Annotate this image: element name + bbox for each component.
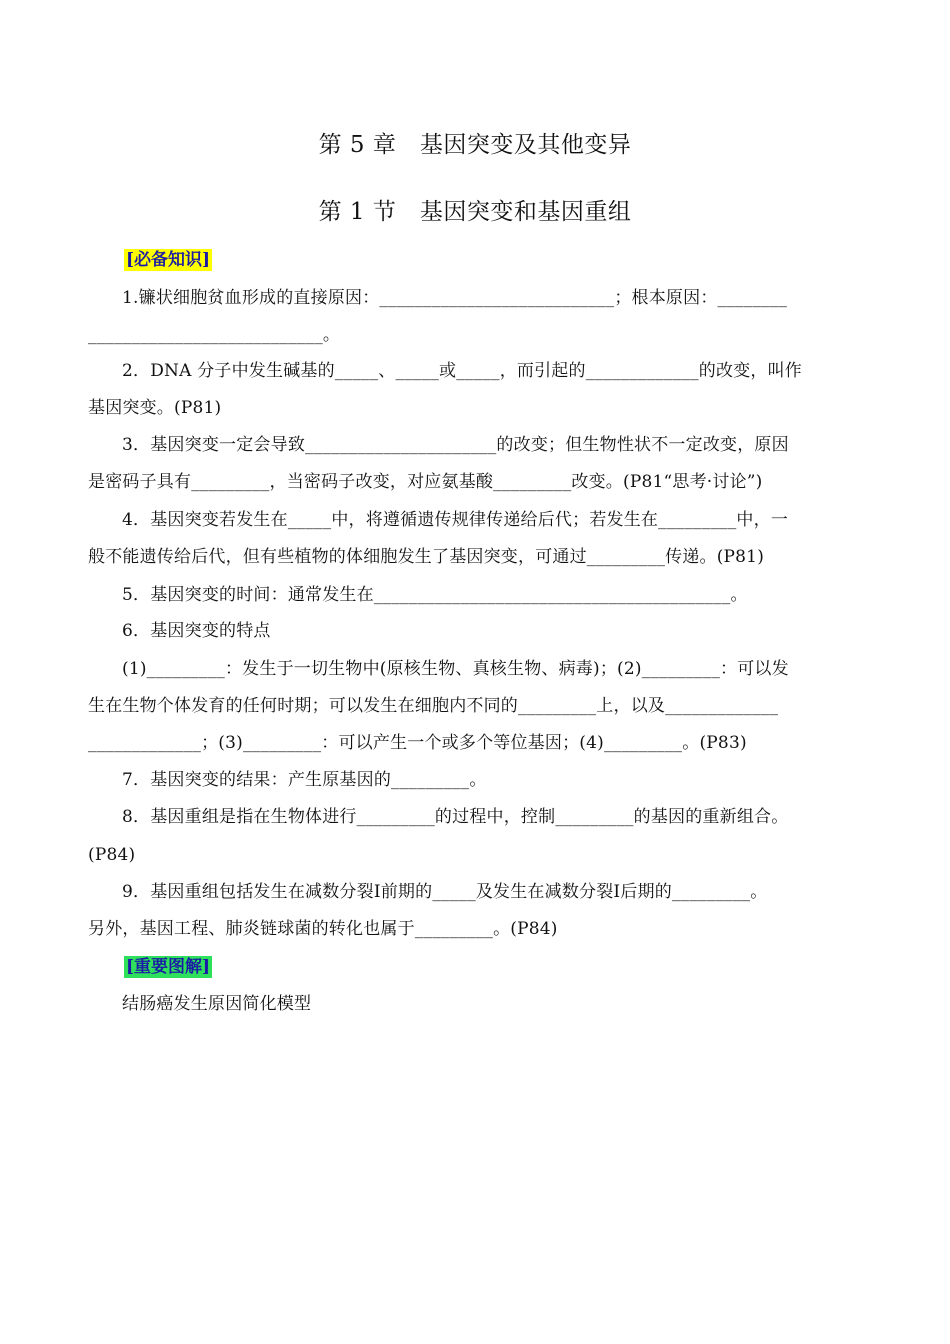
line-6: 是密码子具有_________，当密码子改变，对应氨基酸_________改变。(P81“思考·讨论”) — [88, 472, 763, 492]
line-17: 9．基因重组包括发生在减数分裂Ⅰ前期的_____及发生在减数分裂Ⅰ后期的_________。 — [122, 882, 768, 902]
knowledge-tag: [必备知识] — [126, 250, 211, 270]
line-16: (P84) — [88, 845, 136, 865]
line-2: ___________________________。 — [88, 325, 341, 345]
line-7: 4．基因突变若发生在_____中，将遵循遗传规律传递给后代；若发生在_________中，一 — [122, 510, 789, 530]
line-14: 7．基因突变的结果：产生原基因的_________。 — [122, 770, 487, 790]
diagram-caption: 结肠癌发生原因简化模型 — [122, 994, 312, 1014]
line-18: 另外，基因工程、肺炎链球菌的转化也属于_________。(P84) — [88, 919, 558, 939]
line-1: 1.镰状细胞贫血形成的直接原因：___________________________；根本原因：________ — [122, 288, 788, 308]
line-4: 基因突变。(P81) — [88, 398, 222, 418]
line-8: 般不能遗传给后代，但有些植物的体细胞发生了基因突变，可通过_________传递。(P81) — [88, 547, 765, 567]
line-11: (1)_________：发生于一切生物中(原核生物、真核生物、病毒)；(2)_________：可以发 — [122, 659, 789, 679]
line-9: 5．基因突变的时间：通常发生在_________________________________________。 — [122, 585, 748, 605]
section-title: 第 1 节 基因突变和基因重组 — [318, 199, 632, 225]
line-5: 3．基因突变一定会导致______________________的改变；但生物性状不一定改变，原因 — [122, 435, 789, 455]
line-15: 8．基因重组是指在生物体进行_________的过程中，控制_________的基因的重新组合。 — [122, 807, 789, 827]
chapter-title: 第 5 章 基因突变及其他变异 — [318, 132, 632, 158]
line-13: _____________；(3)_________：可以产生一个或多个等位基因；(4)_________。(P83) — [88, 733, 747, 753]
line-12: 生在生物个体发育的任何时期；可以发生在细胞内不同的_________上，以及_____________ — [88, 696, 779, 716]
diagram-tag: [重要图解] — [126, 957, 211, 977]
line-3: 2．DNA 分子中发生碱基的_____、_____或_____，而引起的_____________的改变，叫作 — [122, 361, 803, 381]
line-10: 6．基因突变的特点 — [122, 621, 271, 641]
